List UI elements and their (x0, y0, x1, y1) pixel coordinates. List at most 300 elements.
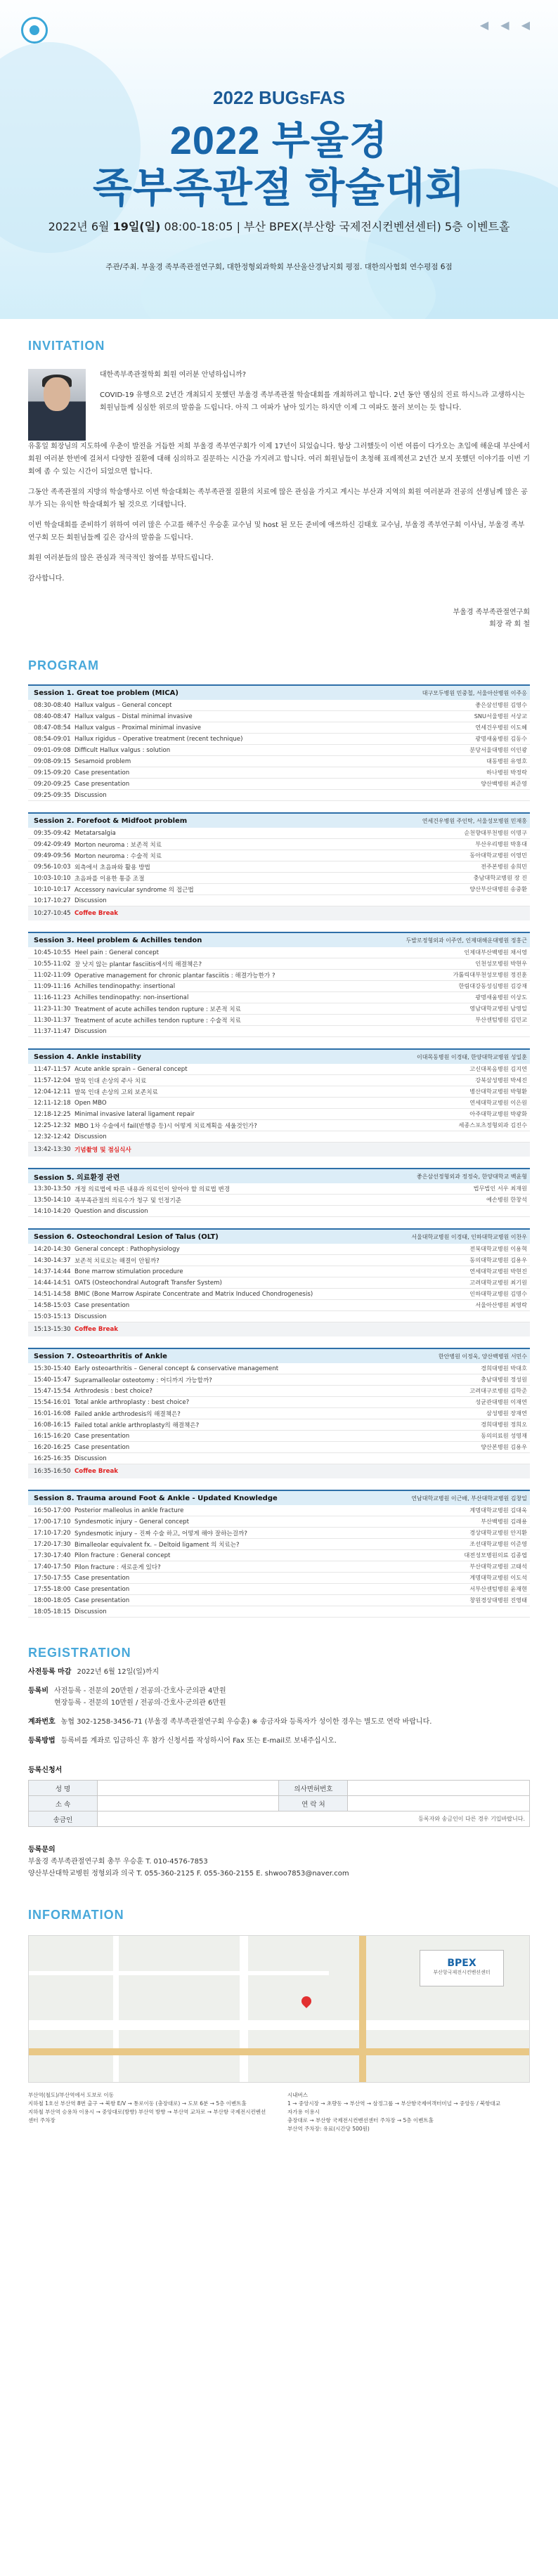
date-suffix: 08:00-18:05 | 부산 BPEX(부산항 국제전시컨벤션센터) 5층 이벤트홀 (164, 220, 510, 233)
row-speaker: 세종스포츠정형외과 김진수 (458, 1121, 527, 1128)
row-topic: Treatment of acute achilles tendon rupture : 보존적 치료 (74, 1006, 241, 1013)
break-row (28, 1464, 530, 1478)
row-time: 17:55-18:00 (34, 1585, 71, 1593)
session-block (28, 1228, 530, 1336)
row-speaker: 아주대학교병원 박광화 (469, 1110, 527, 1117)
schedule-row (28, 1183, 530, 1195)
row-time: 11:57-12:04 (34, 1076, 71, 1084)
session-chairs: 대구모두병원 민중철, 서울아산병원 이주응 (422, 689, 527, 696)
session-block (28, 1168, 530, 1217)
schedule-row (28, 1244, 530, 1255)
row-topic: Posterior malleolus in ankle fracture (74, 1507, 184, 1514)
break-time: 16:35-16:50 (34, 1468, 71, 1475)
schedule-row (28, 828, 530, 839)
contact-title: 등록문의 (28, 1846, 56, 1854)
phone-field[interactable] (348, 1796, 530, 1811)
reg-label: 사전등록 마감 (28, 1668, 72, 1676)
map-road (29, 2020, 529, 2030)
schedule-row (28, 1206, 530, 1217)
row-topic: Hallux valgus – Distal minimal invasive (74, 713, 193, 720)
row-speaker: 순천향대부천병원 이명구 (464, 829, 527, 836)
session-header (28, 1048, 530, 1064)
row-time: 09:08-09:15 (34, 757, 71, 765)
row-speaker: 동의대학교병원 김용우 (469, 1256, 527, 1263)
row-speaker: 하나병원 박정락 (486, 769, 527, 776)
row-topic: Open MBO (74, 1099, 107, 1107)
venue-map[interactable] (28, 1935, 530, 2083)
arrows-decor: ◀ ◀ ◀ (479, 18, 534, 32)
session-block (28, 1048, 530, 1157)
schedule-row (28, 861, 530, 873)
row-topic: Discussion (74, 897, 107, 904)
row-speaker: 서울아산병원 최영락 (475, 1301, 527, 1308)
form-label-name: 성 명 (29, 1781, 98, 1796)
row-topic: Discussion (74, 1313, 107, 1320)
form-label-payer: 송금인 (29, 1811, 98, 1827)
row-topic: 초음파를 이용한 통증 조절 (74, 875, 145, 883)
row-topic: Syndesmotic injury – General concept (74, 1518, 189, 1526)
program-title: PROGRAM (28, 658, 99, 672)
row-time: 15:47-15:54 (34, 1387, 71, 1395)
license-field[interactable] (348, 1781, 530, 1796)
break-time: 15:13-15:30 (34, 1326, 71, 1333)
row-speaker: 광명새움병원 이상도 (475, 994, 527, 1001)
schedule-row (28, 779, 530, 790)
schedule-row (28, 970, 530, 981)
schedule-row (28, 1539, 530, 1550)
row-topic: Sesamoid problem (74, 757, 131, 765)
schedule-row (28, 1026, 530, 1037)
map-road (29, 1971, 329, 1975)
row-time: 09:20-09:25 (34, 780, 71, 788)
session-name: Session 7. Osteoarthritis of Ankle (34, 1352, 167, 1360)
session-name: Session 2. Forefoot & Midfoot problem (34, 817, 188, 825)
session-header (28, 1348, 530, 1363)
row-speaker: 가톨릭대부천성모병원 정진훈 (453, 971, 527, 978)
row-topic: Arthrodesis : best choice? (74, 1387, 153, 1395)
row-speaker: 전북대학교병원 이용혁 (469, 1245, 527, 1252)
row-speaker: 충남대학교병원 장 진 (473, 874, 527, 881)
map-main-road (29, 2048, 529, 2055)
row-time: 15:30-15:40 (34, 1365, 71, 1372)
row-time: 11:47-11:57 (34, 1065, 71, 1073)
row-topic: 족부족관절의 의료수가 청구 및 인정기준 (74, 1197, 182, 1204)
row-topic: MBO 1차 수술에서 fail(반행증 등)시 어떻게 치료계획을 세울것인가? (74, 1122, 257, 1130)
row-speaker: 성균관대병원 이재연 (475, 1398, 527, 1405)
row-speaker: 전주본병원 송희민 (481, 863, 527, 870)
row-speaker: 고신대복음병원 김지연 (469, 1065, 527, 1072)
row-speaker: 계명대학교병원 김대욱 (469, 1507, 527, 1514)
schedule-row (28, 1255, 530, 1266)
sign-name: 회장 곽 회 철 (489, 620, 530, 628)
row-topic: Hallux valgus – Proximal minimal invasive (74, 724, 202, 731)
form-label-license: 의사면허번호 (279, 1781, 348, 1796)
row-speaker: 양산백병원 최준영 (481, 780, 527, 787)
session-header (28, 932, 530, 947)
program-section (0, 658, 558, 1618)
row-topic: 발목 인대 손상의 주사 치료 (74, 1077, 147, 1085)
row-time: 11:37-11:47 (34, 1027, 71, 1035)
row-speaker: 양산부산대병원 송중환 (469, 885, 527, 892)
row-speaker: 창원경상대병원 진영태 (469, 1596, 527, 1604)
row-time: 11:16-11:23 (34, 994, 71, 1001)
date-highlight: 19일(일) (112, 220, 161, 233)
schedule-row (28, 734, 530, 745)
sessions-list (28, 684, 530, 1618)
schedule-row (28, 1075, 530, 1086)
reg-account (28, 1716, 530, 1728)
row-time: 08:30-08:40 (34, 701, 71, 709)
session-header (28, 812, 530, 828)
schedule-row (28, 1419, 530, 1431)
row-time: 15:54-16:01 (34, 1398, 71, 1406)
row-topic: Difficult Hallux valgus : solution (74, 746, 171, 754)
registration-form (28, 1764, 530, 1827)
row-time: 10:45-10:55 (34, 949, 71, 956)
row-topic: 발목 인대 손상의 고외 보존치료 (74, 1088, 158, 1096)
row-speaker: 인하대학교병원 김명수 (469, 1290, 527, 1297)
schedule-row (28, 839, 530, 850)
row-speaker: 조선대학교병원 이준영 (469, 1540, 527, 1547)
row-topic: General concept : Pathophysiology (74, 1245, 180, 1253)
contact-block (28, 1844, 530, 1880)
break-time: 13:42-13:30 (34, 1146, 71, 1153)
row-speaker: 좋은삼선병원 김영수 (475, 701, 527, 708)
schedule-row (28, 1300, 530, 1311)
schedule-row (28, 767, 530, 779)
schedule-row (28, 1442, 530, 1453)
row-topic: Achilles tendinopathy: insertional (74, 982, 176, 990)
row-time: 08:54-09:01 (34, 735, 71, 743)
row-speaker: 충남대병원 정성원 (481, 1376, 527, 1383)
session-name: Session 3. Heel problem & Achilles tendon (34, 936, 202, 944)
row-time: 17:40-17:50 (34, 1563, 71, 1570)
session-chairs: 두발로정형외과 이주연, 인제대해운대병원 정홍근 (405, 937, 527, 944)
invitation-paragraph: 회원 여러분들의 많은 관심과 적극적인 참여를 부탁드립니다. (28, 554, 214, 562)
row-topic: Discussion (74, 1027, 107, 1035)
sign-org: 부울경 족부족관절연구회 (453, 609, 530, 616)
row-time: 16:25-16:35 (34, 1455, 71, 1462)
row-topic: Failed total ankle arthroplasty의 해결책은? (74, 1422, 200, 1429)
row-time: 11:23-11:30 (34, 1005, 71, 1013)
row-time: 15:40-15:47 (34, 1376, 71, 1384)
contact-line: 부울경 족부족관절연구회 총무 우승훈 T. 010-4576-7853 (28, 1858, 208, 1866)
venue-label (420, 1950, 504, 1986)
date-prefix: 2022년 6월 (48, 220, 110, 233)
row-speaker: 동의의료원 성영재 (481, 1432, 527, 1439)
invitation-thanks: 감사합니다. (28, 575, 65, 583)
schedule-row (28, 981, 530, 992)
row-time: 14:30-14:37 (34, 1256, 71, 1264)
schedule-row (28, 700, 530, 711)
row-speaker: 분당서울대병원 이인광 (469, 746, 527, 753)
session-header (28, 1168, 530, 1183)
event-hosts: 주관/주최. 부울경 족부족관절연구회, 대한정형외과학회 부산울산경남지회 평점. 대한의사협회 연수평점 6점 (105, 263, 453, 271)
row-time: 17:30-17:40 (34, 1552, 71, 1559)
break-time: 10:27-10:45 (34, 910, 71, 917)
row-topic: Case presentation (74, 1443, 130, 1451)
row-topic: Minimal invasive lateral ligament repair (74, 1110, 195, 1118)
break-label: Coffee Break (74, 910, 118, 917)
registration-title: REGISTRATION (28, 1646, 131, 1660)
schedule-row (28, 1266, 530, 1277)
invitation-section (0, 339, 558, 630)
schedule-row (28, 850, 530, 861)
row-speaker: 부산센텀병원 김민교 (475, 1016, 527, 1023)
row-time: 14:37-14:44 (34, 1268, 71, 1275)
row-speaker: 예손병원 한창석 (486, 1196, 527, 1203)
invitation-paragraph: 그동안 족족관절의 지방의 학술행사로 이번 학술대회는 족부족관절 질환의 치료에 많은 관심을 가지고 계시는 부산과 지역의 회원 여러분과 전공의 선생님께 많은 공부가 되는 유익한 학술대회가 될 것으로 기대합니다. (28, 488, 528, 509)
row-topic: Case presentation (74, 1301, 130, 1309)
reg-deadline (28, 1666, 530, 1678)
invitation-paragraph: 이번 학술대회를 준비하기 위하여 여러 많은 수고를 해주신 우승훈 교수님 및 host 된 모든 준비에 애쓰하신 김태호 교수님, 부울경 족부연구회 이사님, 부울경 족부연구회 모든 회원님들께 깊은 감사의 말씀을 드립니다. (28, 521, 525, 542)
form-title: 등록신청서 (28, 1767, 63, 1774)
session-name: Session 5. 의료환경 관련 (34, 1173, 120, 1182)
session-chairs: 연남대학교병원 이근배, 부산대학교병원 김창일 (411, 1495, 527, 1502)
row-time: 09:01-09:08 (34, 746, 71, 754)
schedule-row (28, 1516, 530, 1528)
reg-label: 계좌번호 (28, 1718, 56, 1726)
row-speaker: 서부산센텀병원 윤재현 (469, 1585, 527, 1592)
reg-label: 등록비 (28, 1687, 48, 1695)
venue-sub: 부산항국제전시컨벤션센터 (433, 1970, 491, 1975)
schedule-row (28, 1453, 530, 1464)
row-time: 17:50-17:55 (34, 1574, 71, 1582)
row-topic: Case presentation (74, 1585, 130, 1593)
schedule-row (28, 1573, 530, 1584)
map-road (240, 1936, 248, 2082)
name-field[interactable] (98, 1781, 279, 1796)
row-speaker: 병산대학교병원 박형환 (469, 1088, 527, 1095)
row-topic: Morton neuroma : 보존적 치료 (74, 841, 162, 849)
row-topic: Heel pain : General concept (74, 949, 159, 956)
row-topic: Metatarsalgia (74, 829, 116, 837)
row-time: 14:51-14:58 (34, 1290, 71, 1298)
row-topic: Achilles tendinopathy: non-insertional (74, 994, 189, 1001)
session-chairs: 이대목동병원 이경태, 한양대학교병원 성일훈 (416, 1053, 527, 1060)
row-topic: BMIC (Bone Marrow Aspirate Concentrate and Matrix Induced Chondrogenesis) (74, 1290, 313, 1298)
reg-method (28, 1735, 530, 1747)
row-time: 15:03-15:13 (34, 1313, 71, 1320)
row-time: 16:20-16:25 (34, 1443, 71, 1451)
row-time: 09:56-10:03 (34, 863, 71, 871)
row-speaker: 동아대학교병원 이영민 (469, 852, 527, 859)
break-label: Coffee Break (74, 1468, 118, 1475)
session-name: Session 4. Ankle instability (34, 1053, 141, 1061)
schedule-row (28, 992, 530, 1003)
row-speaker: 부산우리병원 박홍대 (475, 840, 527, 847)
row-topic: Hallux valgus – General concept (74, 701, 172, 709)
president-photo (28, 369, 86, 441)
row-speaker: 인제대부산백병원 채서영 (464, 949, 527, 956)
payer-note: 등록자와 송금인이 다른 경우 기입바랍니다. (418, 1816, 525, 1822)
row-topic: Treatment of acute achilles tendon rupture : 수술적 치료 (74, 1017, 241, 1024)
row-time: 09:35-09:42 (34, 829, 71, 837)
schedule-row (28, 1528, 530, 1539)
row-speaker: 양산본병원 김용우 (481, 1443, 527, 1450)
row-topic: 보존적 치료로는 해결이 안될까? (74, 1257, 160, 1265)
reg-value: 사전등록 - 전문의 20만원 / 전공의·간호사·군의관 4만원 현장등록 - 전문의 10만원 / 전공의·간호사·군의관 6만원 (53, 1687, 226, 1707)
affiliation-field[interactable] (98, 1796, 279, 1811)
contact-line: 양산부산대학교병원 정형외과 의국 T. 055-360-2125 F. 055-360-2155 E. shwoo7853@naver.com (28, 1870, 349, 1878)
row-time: 14:44-14:51 (34, 1279, 71, 1287)
reg-fee (28, 1685, 530, 1709)
session-block (28, 684, 530, 801)
row-time: 17:10-17:20 (34, 1529, 71, 1537)
row-topic: Case presentation (74, 1596, 130, 1604)
break-row (28, 1322, 530, 1336)
payer-field[interactable] (98, 1811, 530, 1827)
reg-value: 2022년 6월 12일(일)까지 (77, 1668, 160, 1676)
row-time: 10:17-10:27 (34, 897, 71, 904)
schedule-row (28, 1131, 530, 1143)
schedule-row (28, 790, 530, 801)
row-speaker: 연세대학교병원 이은원 (469, 1099, 527, 1106)
row-time: 16:15-16:20 (34, 1432, 71, 1440)
row-time: 08:40-08:47 (34, 713, 71, 720)
row-speaker: 연세건우병원 이도혜 (475, 724, 527, 731)
row-topic: Discussion (74, 1608, 107, 1615)
row-topic: Acute ankle sprain – General concept (74, 1065, 188, 1073)
row-topic: Case presentation (74, 1574, 130, 1582)
row-speaker: 인천성모병원 박현우 (475, 960, 527, 967)
schedule-row (28, 873, 530, 884)
session-name: Session 8. Trauma around Foot & Ankle - Updated Knowledge (34, 1494, 278, 1502)
session-header (28, 1228, 530, 1244)
row-time: 12:32-12:42 (34, 1133, 71, 1140)
row-speaker: 영남대학교병원 남영일 (469, 1005, 527, 1012)
row-topic: Accessory navicular syndrome 의 접근법 (74, 886, 194, 894)
schedule-row (28, 1015, 530, 1026)
schedule-row (28, 1595, 530, 1606)
session-block (28, 932, 530, 1037)
row-topic: Question and discussion (74, 1207, 148, 1215)
row-time: 12:25-12:32 (34, 1121, 71, 1129)
row-time: 11:30-11:37 (34, 1016, 71, 1024)
map-road (113, 1936, 119, 2082)
row-speaker: 고려대구로병원 김학준 (469, 1387, 527, 1394)
row-time: 14:20-14:30 (34, 1245, 71, 1253)
row-speaker: 삼성병원 장재연 (486, 1410, 527, 1417)
row-speaker: 대전성모병원의료 김종엽 (464, 1552, 527, 1559)
map-main-road (359, 1936, 366, 2082)
row-topic: Morton neuroma : 수술적 치료 (74, 852, 162, 860)
session-block (28, 812, 530, 921)
row-time: 10:55-11:02 (34, 960, 71, 968)
schedule-row (28, 1606, 530, 1618)
row-topic: 외측에서 초음파와 활용 방법 (74, 864, 150, 871)
row-topic: Pilon fracture : 새로운게 있다? (74, 1563, 161, 1571)
schedule-row (28, 895, 530, 906)
schedule-row (28, 958, 530, 970)
row-speaker: 강북삼성병원 박세진 (475, 1076, 527, 1084)
schedule-row (28, 1003, 530, 1015)
map-pin-icon (299, 1994, 313, 2008)
schedule-row (28, 1505, 530, 1516)
row-speaker: 부산대학교병원 고태석 (469, 1563, 527, 1570)
schedule-row (28, 1289, 530, 1300)
reg-value: 등록비를 계좌로 입금하신 후 참가 신청서를 작성하시어 Fax 또는 E-mail로 보내주십시오. (60, 1737, 337, 1745)
information-section (0, 1908, 558, 2154)
row-time: 18:05-18:15 (34, 1608, 71, 1615)
row-time: 10:10-10:17 (34, 885, 71, 893)
row-speaker: 경희대병원 정희오 (481, 1421, 527, 1428)
row-topic: Discussion (74, 1455, 107, 1462)
row-speaker: 대동병원 유영호 (486, 757, 527, 765)
session-chairs: 한안병원 이정욱, 양산백병원 서민수 (438, 1353, 527, 1360)
row-speaker: 법무법인 서우 최재원 (473, 1185, 527, 1192)
society-logo (21, 17, 48, 44)
event-date (0, 218, 558, 234)
row-speaker: 부산백병원 김래용 (481, 1518, 527, 1525)
reg-value: 농협 302-1258-3456-71 (부울경 족부족관절연구회 우승훈) ※ 송금자와 등록자가 성이한 경우는 별도로 연락 바랍니다. (60, 1718, 432, 1726)
row-time: 09:49-09:56 (34, 852, 71, 859)
schedule-row (28, 1086, 530, 1098)
schedule-row (28, 947, 530, 958)
invitation-title: INVITATION (28, 339, 105, 353)
schedule-row (28, 1561, 530, 1573)
row-topic: Early osteoarthritis – General concept & conservative management (74, 1365, 279, 1372)
row-topic: Case presentation (74, 780, 130, 788)
schedule-row (28, 745, 530, 756)
schedule-row (28, 1431, 530, 1442)
form-label-affil: 소 속 (29, 1796, 98, 1811)
venue-name: BPEX (447, 1958, 476, 1969)
row-topic: 개정 의료법에 따른 내용과 의료인이 알아야 할 의료법 변경 (74, 1185, 231, 1193)
session-header (28, 684, 530, 700)
row-time: 16:50-17:00 (34, 1507, 71, 1514)
row-topic: Total ankle arthroplasty : best choice? (74, 1398, 190, 1406)
row-time: 14:10-14:20 (34, 1207, 71, 1215)
session-chairs: 연세건우병원 주인탁, 서울성모병원 민재홍 (422, 817, 527, 824)
row-time: 10:03-10:10 (34, 874, 71, 882)
row-speaker: SNU서울병원 서상교 (474, 713, 527, 720)
transport-info (28, 2091, 530, 2154)
invitation-paragraph: COVID-19 유행으로 2년간 개최되지 못했던 부울경 족부족관절 학술대회를 개최하려고 합니다. 2년 동안 멤심의 진료 하시느라 고생하시는 회원님들께 심심한 위로의 말씀을 드립니다. 아직 그 여파가 남아 있기는 하지만 이제 그 여파도 물러 보이는 듯 합니다. (100, 391, 525, 412)
session-block (28, 1490, 530, 1618)
reg-label: 등록방법 (28, 1737, 56, 1745)
break-label: 기념촬영 및 점심식사 (74, 1147, 131, 1154)
schedule-row (28, 1397, 530, 1408)
schedule-row (28, 1550, 530, 1561)
schedule-row (28, 1277, 530, 1289)
row-time: 16:08-16:15 (34, 1421, 71, 1429)
row-topic: Bimalleolar equivalent fx. – Deltoid ligament 의 치료는? (74, 1541, 240, 1549)
schedule-row (28, 1098, 530, 1109)
session-header (28, 1490, 530, 1505)
schedule-row (28, 722, 530, 734)
session-name: Session 1. Great toe problem (MICA) (34, 689, 179, 697)
event-title-line1: 2022 부울경 (169, 118, 389, 162)
row-speaker: 계명대학교병원 이도석 (469, 1574, 527, 1581)
information-title: INFORMATION (28, 1908, 124, 1922)
row-topic: Bone marrow stimulation procedure (74, 1268, 183, 1275)
schedule-row (28, 1374, 530, 1386)
row-speaker: 경상대학교병원 안지환 (469, 1529, 527, 1536)
row-topic: OATS (Osteochondral Autograft Transfer System) (74, 1279, 222, 1287)
row-speaker: 한림대강동성심병원 김강재 (458, 982, 527, 989)
registration-section (0, 1646, 558, 1880)
row-time: 12:18-12:25 (34, 1110, 71, 1118)
row-speaker: 광명새움병원 김동수 (475, 735, 527, 742)
row-time: 14:58-15:03 (34, 1301, 71, 1309)
row-time: 13:30-13:50 (34, 1185, 71, 1192)
row-topic: Discussion (74, 791, 107, 799)
row-topic: Discussion (74, 1133, 107, 1140)
schedule-row (28, 1311, 530, 1322)
break-label: Coffee Break (74, 1326, 118, 1333)
schedule-row (28, 1386, 530, 1397)
